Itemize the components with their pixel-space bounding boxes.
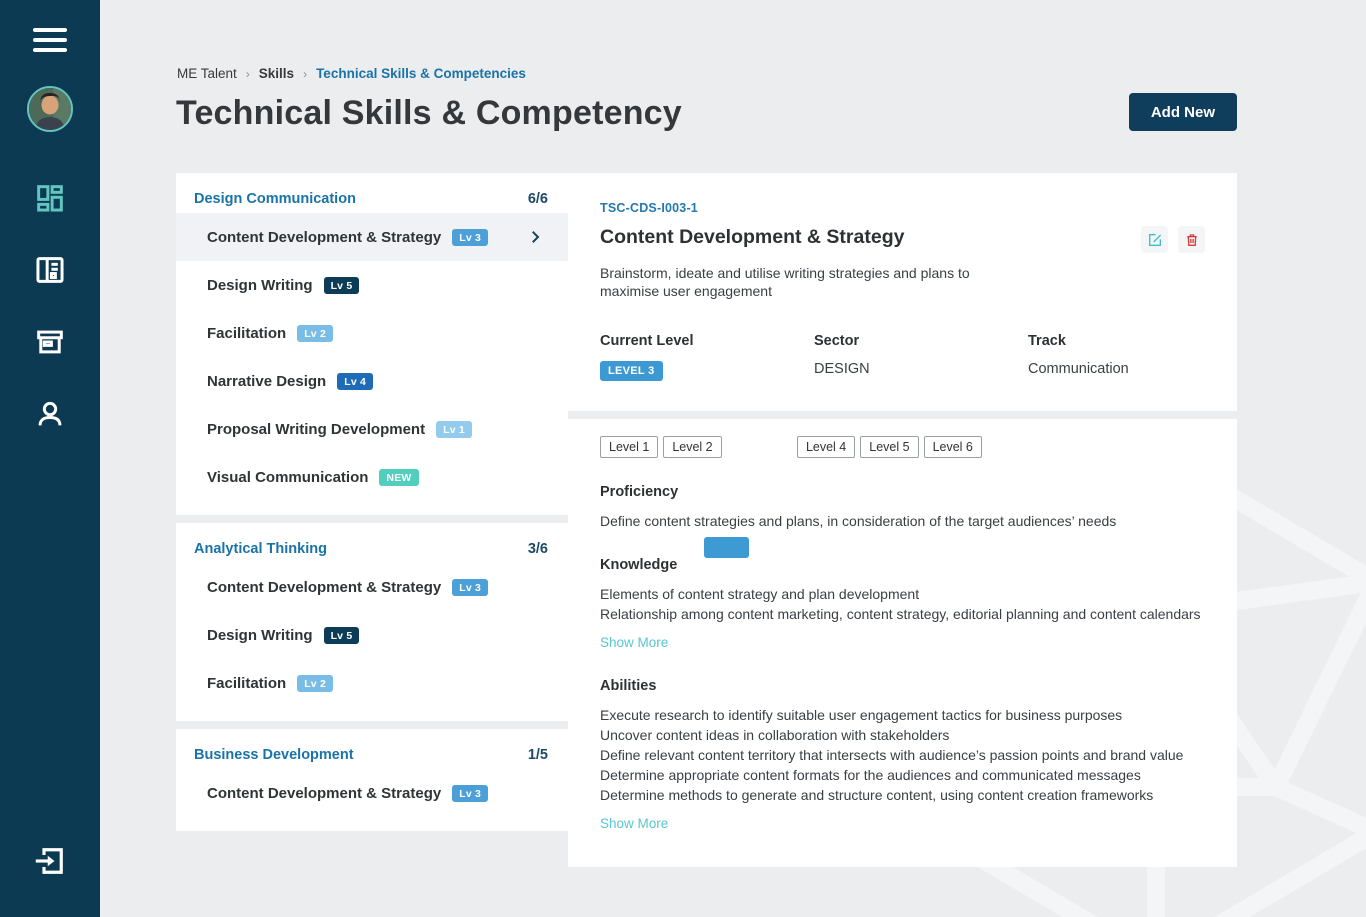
skill-item-label: Proposal Writing Development	[207, 420, 426, 438]
level-section	[600, 557, 1205, 652]
skill-detail-header-card	[568, 173, 1237, 411]
breadcrumb-current: Technical Skills & Competencies	[316, 66, 526, 81]
breadcrumb-separator-icon: ›	[245, 66, 250, 81]
skill-item[interactable]	[176, 453, 568, 501]
skill-group-count: 6/6	[527, 191, 548, 207]
section-text-line: Determine appropriate content formats for the audiences and communicated messages	[600, 767, 1141, 783]
skill-detail-title: Content Development & Strategy	[600, 226, 905, 248]
skill-item[interactable]	[176, 611, 568, 659]
current-level-badge: LEVEL 3	[600, 361, 663, 381]
page-header	[176, 66, 1237, 133]
skill-group	[176, 729, 568, 831]
breadcrumb	[177, 66, 682, 81]
level-section	[600, 678, 1205, 833]
sidebar-item-journal[interactable]	[0, 234, 100, 306]
skill-item[interactable]	[176, 659, 568, 707]
skill-level-badge: Lv 1	[436, 421, 472, 438]
level-tab[interactable]: Level 1	[600, 436, 658, 458]
sidebar	[0, 0, 100, 917]
skill-item-label: Visual Communication	[207, 468, 369, 486]
level-tabs	[600, 436, 1205, 458]
skill-item-label: Design Writing	[207, 276, 313, 294]
skill-group-count: 1/5	[527, 747, 548, 763]
skill-group-title[interactable]: Analytical Thinking	[194, 541, 327, 557]
sector-label: Sector	[814, 333, 860, 349]
archive-icon	[33, 325, 67, 359]
journal-icon	[33, 253, 67, 287]
skill-code: TSC-CDS-I003-1	[600, 201, 698, 215]
level-tab[interactable]: Level 2	[663, 436, 721, 458]
user-avatar[interactable]	[27, 86, 73, 132]
page-title: Technical Skills & Competency	[176, 94, 682, 132]
skill-item-label: Content Development & Strategy	[207, 228, 442, 246]
skill-group	[176, 173, 568, 515]
sidebar-item-logout[interactable]	[0, 833, 100, 889]
skill-level-badge: Lv 2	[297, 675, 333, 692]
profile-icon	[33, 397, 67, 431]
section-heading: Proficiency	[600, 484, 679, 500]
edit-button[interactable]	[1141, 226, 1168, 253]
level-sections	[600, 484, 1205, 833]
level-tab[interactable]: Level 5	[860, 436, 918, 458]
trash-icon	[1184, 232, 1200, 248]
section-text-line: Define content strategies and plans, in consideration of the target audiences’ needs	[600, 513, 1117, 529]
sidebar-item-profile[interactable]	[0, 378, 100, 450]
section-text-line: Uncover content ideas in collaboration with stakeholders	[600, 727, 950, 743]
section-text-line: Elements of content strategy and plan development	[600, 586, 920, 602]
show-more-link[interactable]: Show More	[600, 635, 669, 650]
main-content	[100, 0, 1366, 867]
breadcrumb-separator-icon: ›	[303, 66, 308, 81]
sector-value: DESIGN	[814, 361, 870, 377]
avatar-image	[29, 88, 71, 130]
skill-item[interactable]	[176, 213, 568, 261]
skill-item[interactable]	[176, 357, 568, 405]
skill-group-title[interactable]: Business Development	[194, 747, 354, 763]
skill-item-label: Facilitation	[207, 324, 287, 342]
skill-item-label: Narrative Design	[207, 372, 327, 390]
delete-button[interactable]	[1178, 226, 1205, 253]
track-label: Track	[1028, 333, 1066, 349]
section-text-line: Define relevant content territory that intersects with audience’s passion points and brand value	[600, 747, 1184, 763]
skill-item-label: Facilitation	[207, 674, 287, 692]
skill-item-label: Design Writing	[207, 626, 313, 644]
skill-levels-card	[568, 419, 1237, 867]
add-new-button[interactable]: Add New	[1129, 93, 1237, 131]
current-level-label: Current Level	[600, 333, 694, 349]
track-value: Communication	[1028, 361, 1129, 377]
dashboard-grid-icon	[33, 181, 67, 215]
skill-group	[176, 523, 568, 721]
skill-groups	[176, 173, 568, 831]
section-heading: Knowledge	[600, 557, 678, 573]
section-heading: Abilities	[600, 678, 657, 694]
skill-item-label: Content Development & Strategy	[207, 784, 442, 802]
show-more-link[interactable]: Show More	[600, 816, 669, 831]
level-section	[600, 484, 1205, 531]
section-text-line: Relationship among content marketing, content strategy, editorial planning and content calendars	[600, 606, 1201, 622]
skill-group-title[interactable]: Design Communication	[194, 191, 356, 207]
skill-level-badge: Lv 2	[297, 325, 333, 342]
logout-icon	[32, 843, 68, 879]
sidebar-item-dashboard[interactable]	[0, 162, 100, 234]
level-tab[interactable]: Level 6	[924, 436, 982, 458]
skill-meta	[600, 333, 1205, 381]
menu-icon[interactable]	[33, 28, 67, 52]
breadcrumb-skills[interactable]: Skills	[258, 66, 295, 81]
skill-level-badge: Lv 5	[324, 277, 360, 294]
skill-level-badge: Lv 3	[452, 229, 488, 246]
skill-detail	[568, 173, 1237, 867]
skill-level-badge: Lv 3	[452, 785, 488, 802]
edit-icon	[1147, 232, 1163, 248]
active-level-tab-indicator[interactable]	[704, 537, 749, 558]
skill-description: Brainstorm, ideate and utilise writing strategies and plans to maximise user engagement	[600, 265, 970, 299]
skill-level-badge: Lv 3	[452, 579, 488, 596]
chevron-right-icon	[526, 228, 544, 246]
skill-group-count: 3/6	[527, 541, 548, 557]
skill-level-badge: NEW	[379, 469, 418, 486]
section-text-line: Execute research to identify suitable user engagement tactics for business purposes	[600, 707, 1123, 723]
skill-level-badge: Lv 5	[324, 627, 360, 644]
level-tab[interactable]: Level 4	[797, 436, 855, 458]
skill-item[interactable]	[176, 405, 568, 453]
skill-item[interactable]	[176, 261, 568, 309]
breadcrumb-me-talent[interactable]: ME Talent	[177, 66, 237, 81]
skill-level-badge: Lv 4	[337, 373, 373, 390]
skill-item-label: Content Development & Strategy	[207, 578, 442, 596]
sidebar-item-archive[interactable]	[0, 306, 100, 378]
skill-item[interactable]	[176, 769, 568, 817]
skill-item[interactable]	[176, 309, 568, 357]
section-text-line: Determine methods to generate and structure content, using content creation frameworks	[600, 787, 1154, 803]
skill-item[interactable]	[176, 563, 568, 611]
